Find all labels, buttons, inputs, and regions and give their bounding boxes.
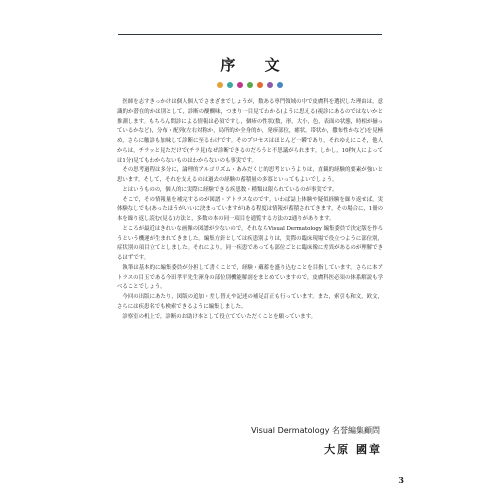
dot-ornament xyxy=(257,82,263,88)
author-title: Visual Dermatology 名誉編集顧問 xyxy=(251,426,380,435)
paragraph: 診察室の机上で，診断のお助け本として役立てていただくことを願っています。 xyxy=(122,313,316,320)
dot-ornament xyxy=(277,82,283,88)
page-number: 3 xyxy=(398,475,404,485)
dot-ornament xyxy=(247,82,253,88)
paragraph: とはいうものの，個人的に実際に経験できる疾患数・種類は限られているのが事実です。 xyxy=(122,186,338,193)
dot-ornament xyxy=(267,82,273,88)
paragraph: 今回の出版にあたり，図版の追加・差し替えや記述の補足訂正も行っています。また，索引も和文，欧文，さらには疾患名でも検索できるように編集しました。 xyxy=(117,294,383,310)
paragraph: その思考過程は多分に，論理的アルゴリズム・あみだくじ的思考というよりは，直観的経験的要素が強いと思います。そして，それを支えるのは過去の経験の蓄積量の多寡といってもよいでしょう。 xyxy=(117,167,383,183)
preface-body xyxy=(117,98,383,322)
author-name: 大原 國章 xyxy=(324,443,382,456)
dot-ornament xyxy=(237,82,243,88)
dot-ornament xyxy=(217,82,223,88)
paragraph: そこで，その情報量を補完するのが図譜・アトラスなのです。いわば誌上体験や疑似経験を繰り返せば，実体験なしでも(あったほうがいいに決まっていますが)ある程度は情報が蓄積されてきます。その場合に，1冊の本を繰り返し読む(見る)方法と，多数の本の同一項目を通覧する方法の2通りがあります。 xyxy=(117,196,383,222)
top-rule xyxy=(118,34,382,35)
paragraph: 執筆は基本的に編集委員が分担して書くことで，経験・蘊蓄を盛り込むことを目指しています。さらに本アトラスの目玉である今田孝平先生渾身の部位別機能解剖をまとめていますので，皮膚科医必須の体系解説も学べることでしょう。 xyxy=(117,264,383,291)
paragraph: ところが最近はきれいな画像の図譜が少ないので，それならVisual Dermatology 編集委員で決定版を作ろうという機運が生まれてきました。編集方針としては疾患別よりは，実際の臨床現場で役立つように部位別，症状別の項目立てとしました。それにより，同一疾患であっても部位ごとに臨床像に差異があるのが理解できるはずです。 xyxy=(117,225,383,261)
decorative-dots xyxy=(0,82,500,88)
paragraph: 医師を志すきっかけは個人個人でさまざまでしょうが，数ある専門領域の中で皮膚科を選択した理由は，意識的か潜在的かは別として，診断の醍醐味，つまり一目見てわかる(ように思える)視診にあるのではないかと推測します。もちろん問診による情報は必須ですし，個疹の性状(数，形，大小，色，表面の状態，時相が揃っているかなど)，分布・配列(左右対称か，局所的か全身的か，発疹部位，癒状，帯状か，撒布性かなど)を見極め，さらに触診も加味して診断に至るわけです。そのプロセスはほとんど一瞬であり，それゆえにこそ，他人からは，チラッと見ただけで(チラ見)なぜ診断できるのだろうと不思議がられます。しかし，10秒(人によっては1分)見てもわからないものはわからないのも事実です。 xyxy=(117,99,383,164)
page-title: 序 文 xyxy=(220,56,292,74)
dot-ornament xyxy=(227,82,233,88)
